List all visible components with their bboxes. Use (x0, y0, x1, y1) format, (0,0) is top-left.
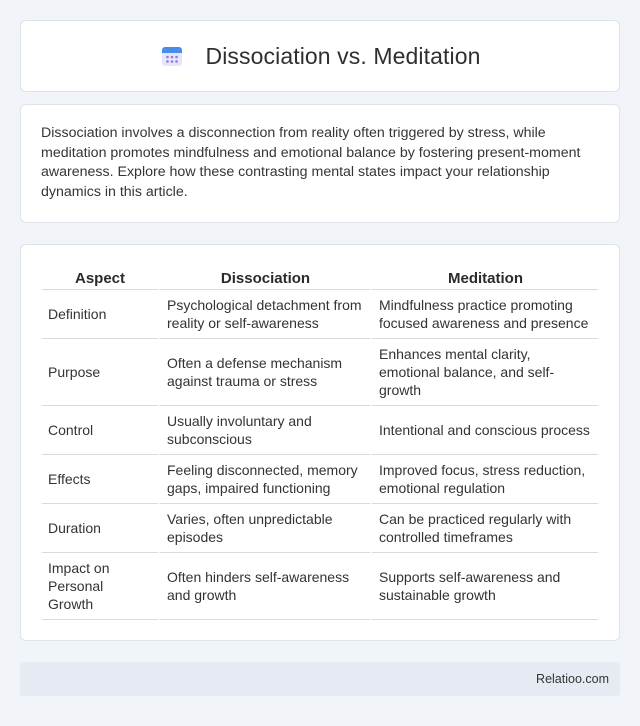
header-dissociation: Dissociation (158, 266, 370, 290)
comparison-card (20, 244, 620, 641)
calendar-icon (160, 44, 184, 68)
page-title: Dissociation vs. Meditation (205, 42, 481, 69)
cell-meditation: Mindfulness practice promoting focused awareness and presence (370, 290, 598, 339)
title-card (20, 20, 620, 92)
table-row (42, 406, 598, 455)
cell-aspect: Impact on Personal Growth (42, 553, 158, 620)
table-row (42, 339, 598, 406)
table-row (42, 290, 598, 339)
cell-dissociation: Usually involuntary and subconscious (158, 406, 370, 455)
cell-meditation: Intentional and conscious process (370, 406, 598, 455)
intro-card (20, 104, 620, 223)
cell-meditation: Improved focus, stress reduction, emotional regulation (370, 455, 598, 504)
cell-meditation: Can be practiced regularly with controlled timeframes (370, 504, 598, 553)
cell-dissociation: Often hinders self-awareness and growth (158, 553, 370, 620)
cell-aspect: Definition (42, 290, 158, 339)
cell-aspect: Duration (42, 504, 158, 553)
table-header-row (42, 266, 598, 290)
cell-dissociation: Varies, often unpredictable episodes (158, 504, 370, 553)
title-row (160, 43, 481, 70)
cell-aspect: Control (42, 406, 158, 455)
footer (20, 662, 620, 696)
table-row (42, 553, 598, 620)
intro-paragraph: Dissociation involves a disconnection from reality often triggered by stress, while meditation promotes mindfulness and emotional balance by fostering present-moment awareness. Explore how these contrasting mental states impact your relationship dynamics in this article. (41, 125, 581, 200)
cell-aspect: Purpose (42, 339, 158, 406)
table-row (42, 504, 598, 553)
header-meditation: Meditation (370, 266, 598, 290)
comparison-table (42, 266, 598, 620)
cell-aspect: Effects (42, 455, 158, 504)
cell-meditation: Supports self-awareness and sustainable growth (370, 553, 598, 620)
cell-meditation: Enhances mental clarity, emotional balance, and self-growth (370, 339, 598, 406)
header-aspect: Aspect (42, 266, 158, 290)
cell-dissociation: Psychological detachment from reality or self-awareness (158, 290, 370, 339)
cell-dissociation: Often a defense mechanism against trauma or stress (158, 339, 370, 406)
footer-brand-link[interactable]: Relatioo.com (536, 672, 609, 686)
table-row (42, 455, 598, 504)
cell-dissociation: Feeling disconnected, memory gaps, impaired functioning (158, 455, 370, 504)
